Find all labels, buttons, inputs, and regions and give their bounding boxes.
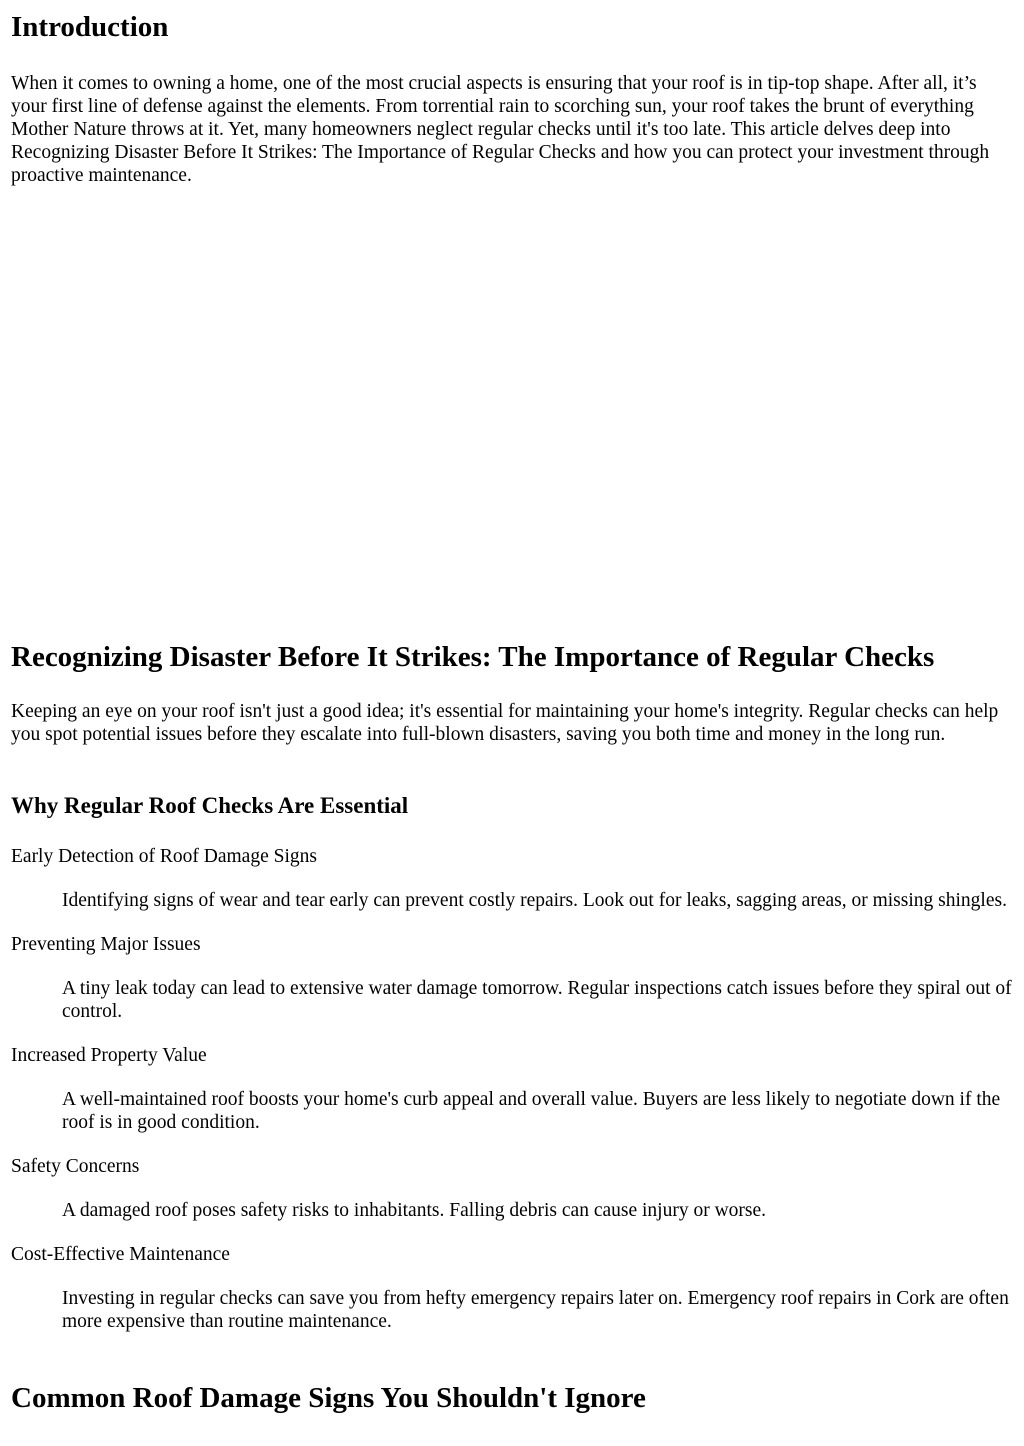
reason-description: Identifying signs of wear and tear early can prevent costly repairs. Look out for leaks, sagging areas, or missing shingles.: [62, 890, 1007, 911]
recognizing-heading: Recognizing Disaster Before It Strikes: The Importance of Regular Checks: [11, 641, 935, 673]
reason-description: A damaged roof poses safety risks to inhabitants. Falling debris can cause injury or worse.: [62, 1200, 767, 1221]
why-checks-heading: Why Regular Roof Checks Are Essential: [11, 793, 409, 818]
reason-term: Cost-Effective Maintenance: [11, 1244, 230, 1265]
intro-paragraph: When it comes to owning a home, one of the most crucial aspects is ensuring that your roof is in tip-top shape. After all, it’s your first line of defense against the elements. From torrential rain to scorching sun, your roof takes the brunt of everything Mother Nature throws at it. Yet, many homeowners neglect regular checks until it's too late. This article delves deep into Recognizing Disaster Before It Strikes: The Importance of Regular Checks and how you can protect your investment through proactive maintenance.: [11, 73, 990, 186]
intro-heading: Introduction: [11, 11, 169, 43]
reason-term: Early Detection of Roof Damage Signs: [11, 846, 317, 867]
reasons-list: [11, 845, 1015, 1354]
reason-description: Investing in regular checks can save you from hefty emergency repairs later on. Emergency roof repairs in Cork are often more expensive than routine maintenance.: [62, 1288, 1009, 1332]
reason-term: Safety Concerns: [11, 1156, 140, 1177]
recognizing-paragraph: Keeping an eye on your roof isn't just a good idea; it's essential for maintaining your home's integrity. Regular checks can help you spot potential issues before they escalate into full-blown disasters, saving you both time and money in the long run.: [11, 701, 999, 745]
reason-description: A tiny leak today can lead to extensive water damage tomorrow. Regular inspections catch issues before they spiral out of control.: [62, 978, 1012, 1022]
common-signs-heading: Common Roof Damage Signs You Shouldn't Ignore: [11, 1382, 646, 1414]
reason-description: A well-maintained roof boosts your home's curb appeal and overall value. Buyers are less likely to negotiate down if the roof is in good condition.: [62, 1089, 1001, 1133]
reason-term: Increased Property Value: [11, 1045, 207, 1066]
reason-term: Preventing Major Issues: [11, 934, 201, 955]
embedded-media-area: [11, 200, 1013, 620]
